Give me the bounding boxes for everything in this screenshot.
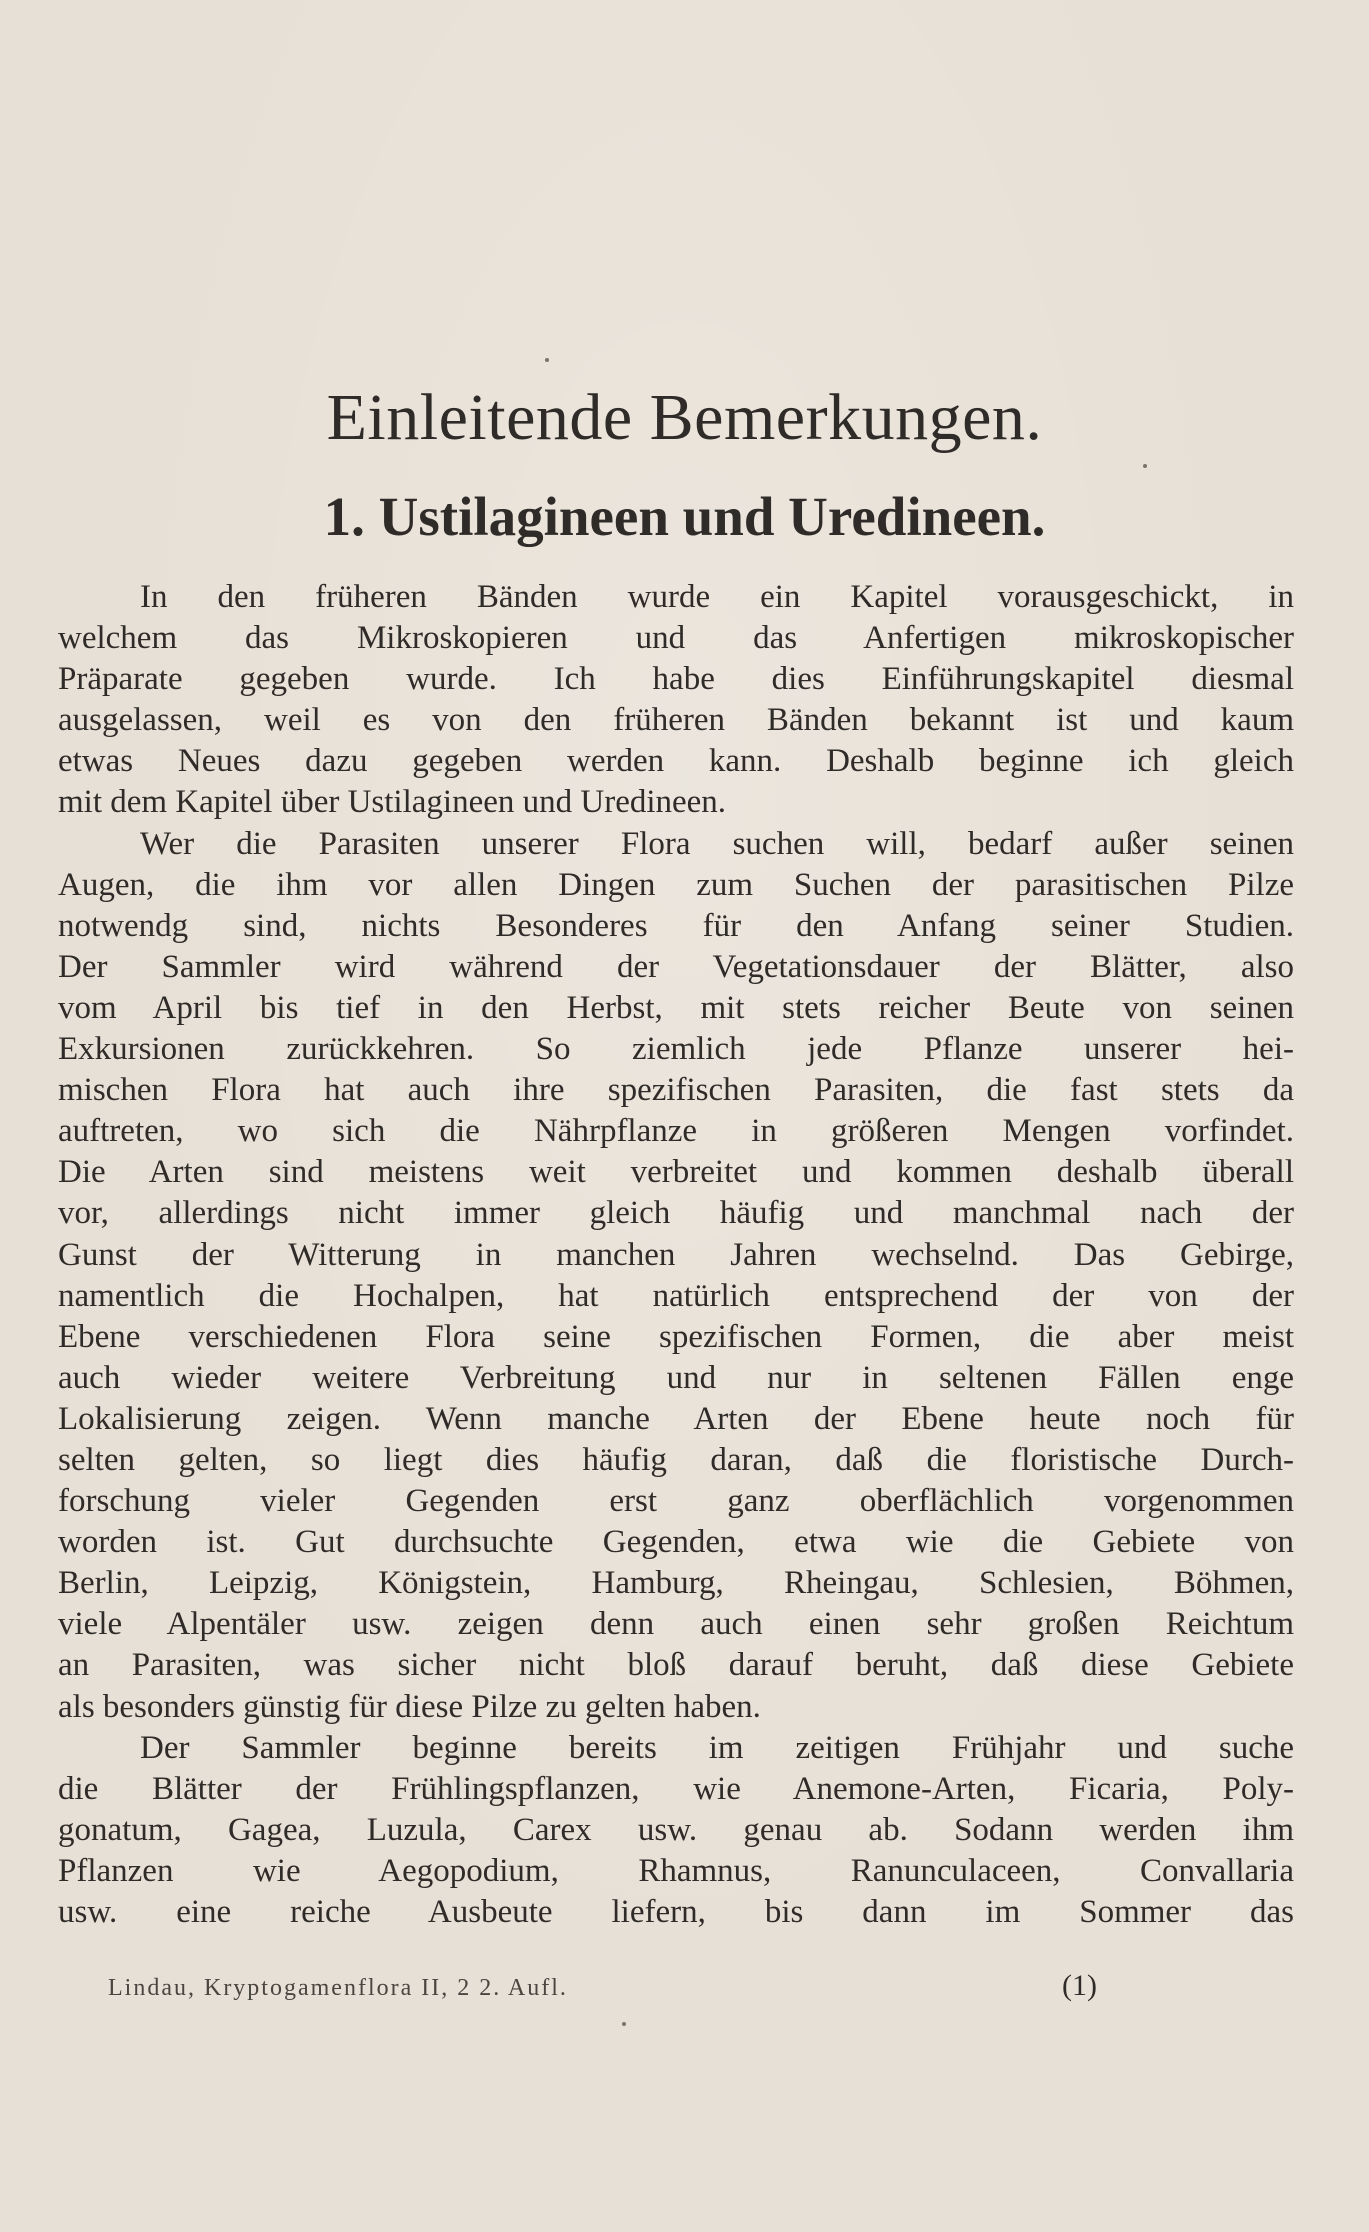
text-line: ausgelassen, weil es von den früheren Bänden bekannt ist und kaum	[58, 702, 1294, 739]
text-line: mischen Flora hat auch ihre spezifischen Parasiten, die fast stets da	[58, 1072, 1294, 1109]
text-line: an Parasiten, was sicher nicht bloß darauf beruht, daß diese Gebiete	[58, 1647, 1294, 1684]
paper-speck	[545, 358, 549, 362]
text-line: usw. eine reiche Ausbeute liefern, bis dann im Sommer das	[58, 1894, 1294, 1930]
text-line: In den früheren Bänden wurde ein Kapitel vorausgeschickt, in	[140, 579, 1294, 615]
text-line: Berlin, Leipzig, Königstein, Hamburg, Rheingau, Schlesien, Böhmen,	[58, 1565, 1294, 1602]
text-line: mit dem Kapitel über Ustilagineen und Uredineen.	[58, 784, 727, 821]
text-line: worden ist. Gut durchsuchte Gegenden, etwa wie die Gebiete von	[58, 1524, 1294, 1561]
text-line: viele Alpentäler usw. zeigen denn auch einen sehr großen Reichtum	[58, 1606, 1294, 1643]
text-line: Lokalisierung zeigen. Wenn manche Arten der Ebene heute noch für	[58, 1400, 1294, 1437]
text-line: auftreten, wo sich die Nährpflanze in größeren Mengen vorfindet.	[58, 1113, 1294, 1150]
text-line: Exkursionen zurückkehren. So ziemlich jede Pflanze unserer hei-	[58, 1031, 1294, 1068]
page-title: Einleitende Bemerkungen.	[326, 381, 1043, 454]
section-heading: 1. Ustilagineen und Uredineen.	[323, 486, 1046, 547]
text-line: forschung vieler Gegenden erst ganz oberflächlich vorgenommen	[58, 1483, 1294, 1520]
text-line: Wer die Parasiten unserer Flora suchen will, bedarf außer seinen	[140, 825, 1294, 862]
text-line: Gunst der Witterung in manchen Jahren wechselnd. Das Gebirge,	[58, 1236, 1294, 1273]
text-line: vor, allerdings nicht immer gleich häufig und manchmal nach der	[58, 1195, 1294, 1232]
text-line: Der Sammler beginne bereits im zeitigen Frühjahr und suche	[140, 1729, 1294, 1766]
text-line: welchem das Mikroskopieren und das Anfertigen mikroskopischer	[58, 620, 1294, 657]
text-line: notwendg sind, nichts Besonderes für den Anfang seiner Studien.	[58, 907, 1294, 944]
text-line: Präparate gegeben wurde. Ich habe dies Einführungskapitel diesmal	[58, 661, 1294, 698]
text-line: auch wieder weitere Verbreitung und nur in seltenen Fällen enge	[58, 1359, 1294, 1396]
text-line: die Blätter der Frühlingspflanzen, wie Anemone-Arten, Ficaria, Poly-	[58, 1770, 1294, 1807]
text-line: etwas Neues dazu gegeben werden kann. Deshalb beginne ich gleich	[58, 743, 1294, 780]
page-number: (1)	[1062, 1969, 1097, 2002]
text-line: gonatum, Gagea, Luzula, Carex usw. genau ab. Sodann werden ihm	[58, 1811, 1294, 1848]
text-line: Der Sammler wird während der Vegetationsdauer der Blätter, also	[58, 948, 1294, 985]
footer-reference: Lindau, Kryptogamenflora II, 2 2. Aufl.	[108, 1975, 568, 2001]
text-line: Pflanzen wie Aegopodium, Rhamnus, Ranunculaceen, Convallaria	[58, 1852, 1294, 1889]
paper-speck	[622, 2022, 626, 2026]
text-line: vom April bis tief in den Herbst, mit stets reicher Beute von seinen	[58, 989, 1294, 1026]
text-line: namentlich die Hochalpen, hat natürlich entsprechend der von der	[58, 1277, 1294, 1314]
text-line: selten gelten, so liegt dies häufig daran, daß die floristische Durch-	[58, 1441, 1294, 1478]
text-line: Augen, die ihm vor allen Dingen zum Suchen der parasitischen Pilze	[58, 866, 1294, 903]
body-text	[58, 577, 1294, 1933]
text-line: als besonders günstig für diese Pilze zu gelten haben.	[58, 1688, 761, 1725]
paper-speck	[1143, 464, 1147, 468]
text-line: Ebene verschiedenen Flora seine spezifischen Formen, die aber meist	[58, 1318, 1294, 1355]
text-line: Die Arten sind meistens weit verbreitet und kommen deshalb überall	[58, 1154, 1294, 1191]
